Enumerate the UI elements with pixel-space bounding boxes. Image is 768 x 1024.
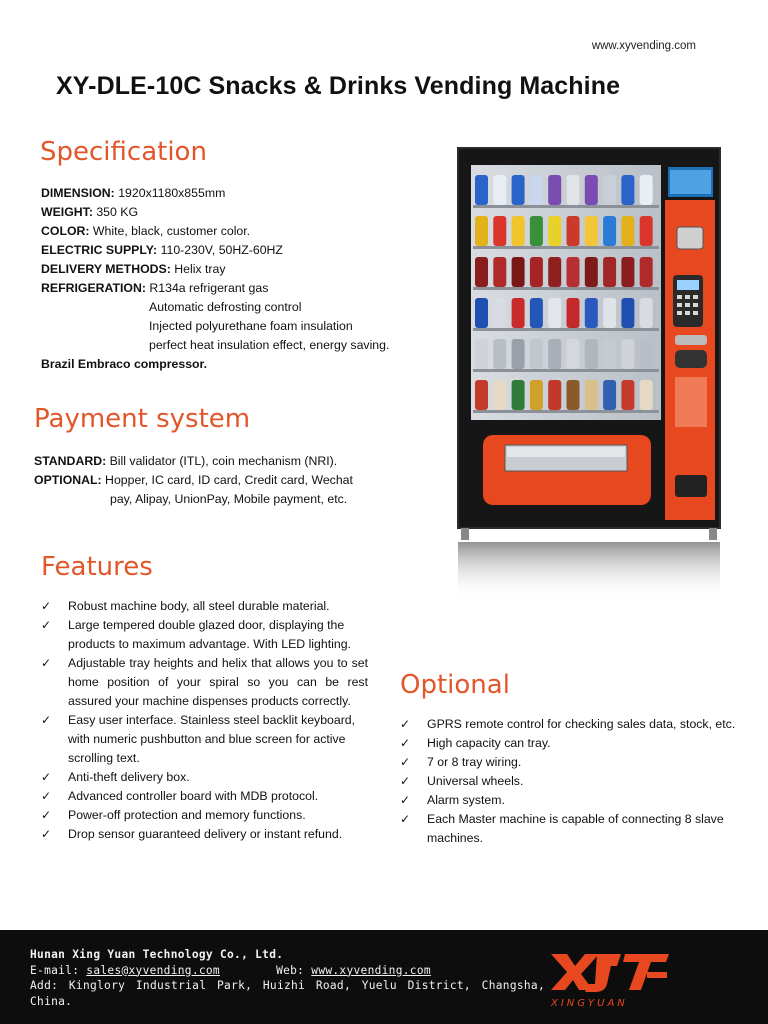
product-item — [603, 216, 616, 246]
spec-refrigeration-line: Automatic defrosting control — [149, 300, 302, 314]
list-item: ✓ Easy user interface. Stainless steel backlit keyboard, with numeric pushbutton and blue screen for active scrolling text. — [41, 713, 356, 765]
optional-list — [400, 715, 740, 848]
checkmark-icon: ✓ — [41, 808, 52, 822]
payment-heading: Payment system — [34, 404, 251, 434]
spec-electric: ELECTRIC SUPPLY: 110-230V, 50HZ-60HZ — [41, 243, 283, 257]
vending-machine-image — [455, 145, 723, 600]
product-item — [530, 380, 543, 410]
footer-contact — [30, 947, 545, 1009]
product-item — [621, 257, 634, 287]
product-item — [530, 339, 543, 369]
shelf — [473, 246, 659, 249]
product-item — [567, 175, 580, 205]
product-item — [475, 380, 488, 410]
checkmark-icon: ✓ — [41, 770, 52, 784]
shelf — [473, 328, 659, 331]
spec-compressor: Brazil Embraco compressor. — [41, 357, 208, 371]
product-item — [621, 175, 634, 205]
product-item — [548, 216, 561, 246]
checkmark-icon: ✓ — [41, 827, 52, 841]
website-link[interactable]: www.xyvending.com — [591, 40, 696, 52]
optional-heading: Optional — [400, 670, 510, 700]
page-title: XY-DLE-10C Snacks & Drinks Vending Machine — [56, 72, 621, 100]
product-item — [621, 216, 634, 246]
checkmark-icon: ✓ — [400, 755, 411, 769]
checkmark-icon: ✓ — [41, 789, 52, 803]
web-link[interactable]: www.xyvending.com — [311, 963, 431, 977]
product-item — [512, 257, 525, 287]
spec-refrigeration-line: perfect heat insulation effect, energy saving. — [149, 338, 390, 352]
product-item — [475, 339, 488, 369]
product-item — [530, 257, 543, 287]
product-item — [603, 175, 616, 205]
product-item — [530, 216, 543, 246]
product-item — [548, 339, 561, 369]
product-item — [475, 257, 488, 287]
checkmark-icon: ✓ — [400, 736, 411, 750]
list-item: ✓ Large tempered double glazed door, displaying the products to maximum advantage. With LED lighting. — [41, 618, 351, 651]
email-link[interactable]: sales@xyvending.com — [86, 963, 220, 977]
product-item — [640, 298, 653, 328]
checkmark-icon: ✓ — [41, 599, 52, 613]
product-item — [585, 339, 598, 369]
payment-optional: OPTIONAL: Hopper, IC card, ID card, Credit card, Wechat — [34, 473, 353, 487]
product-item — [548, 175, 561, 205]
product-item — [603, 380, 616, 410]
checkmark-icon: ✓ — [400, 717, 411, 731]
spec-refrigeration-line: Injected polyurethane foam insulation — [149, 319, 353, 333]
list-item: ✓ Anti-theft delivery box. — [41, 768, 368, 787]
payment-standard: STANDARD: Bill validator (ITL), coin mechanism (NRI). — [34, 454, 338, 468]
product-item — [640, 257, 653, 287]
product-item — [548, 380, 561, 410]
product-item — [475, 216, 488, 246]
product-item — [640, 339, 653, 369]
product-item — [512, 216, 525, 246]
checkmark-icon: ✓ — [41, 713, 52, 727]
product-item — [567, 339, 580, 369]
spec-weight: WEIGHT: 350 KG — [41, 205, 139, 219]
specification-heading: Specification — [40, 137, 207, 167]
product-item — [530, 175, 543, 205]
product-item — [621, 298, 634, 328]
list-item: ✓ Adjustable tray heights and helix that allows you to set home position of your spiral so you can be rest assured your machine dispenses products correctly. — [41, 656, 368, 708]
list-item: ✓ High capacity can tray. — [400, 734, 740, 753]
list-item: ✓ Each Master machine is capable of connecting 8 slave machines. — [400, 812, 724, 845]
product-item — [493, 380, 506, 410]
product-item — [512, 339, 525, 369]
product-item — [640, 216, 653, 246]
product-item — [621, 380, 634, 410]
list-item: ✓ 7 or 8 tray wiring. — [400, 753, 740, 772]
shelf — [473, 410, 659, 413]
product-item — [585, 257, 598, 287]
company-name: Hunan Xing Yuan Technology Co., Ltd. — [30, 948, 284, 961]
checkmark-icon: ✓ — [41, 656, 52, 670]
address: Add: Kinglory Industrial Park, Huizhi Road, Yuelu District, Changsha, China. — [30, 979, 545, 1008]
product-item — [585, 175, 598, 205]
list-item: ✓ Alarm system. — [400, 791, 740, 810]
product-item — [567, 380, 580, 410]
product-item — [512, 298, 525, 328]
product-item — [567, 298, 580, 328]
product-item — [493, 257, 506, 287]
spec-refrigeration: REFRIGERATION: R134a refrigerant gas — [41, 281, 269, 295]
product-item — [603, 298, 616, 328]
product-item — [493, 216, 506, 246]
product-item — [603, 339, 616, 369]
shelf — [473, 205, 659, 208]
product-item — [585, 216, 598, 246]
list-item: ✓ Power-off protection and memory functions. — [41, 806, 368, 825]
shelf — [473, 369, 659, 372]
product-item — [621, 339, 634, 369]
specification-list — [41, 184, 421, 374]
product-item — [640, 175, 653, 205]
checkmark-icon: ✓ — [400, 812, 411, 826]
product-item — [512, 175, 525, 205]
list-item: ✓ Drop sensor guaranteed delivery or instant refund. — [41, 825, 368, 844]
product-item — [585, 298, 598, 328]
product-item — [475, 298, 488, 328]
checkmark-icon: ✓ — [400, 793, 411, 807]
spec-color: COLOR: White, black, customer color. — [41, 224, 251, 238]
product-item — [548, 298, 561, 328]
payment-list — [34, 452, 394, 509]
product-item — [493, 298, 506, 328]
product-item — [640, 380, 653, 410]
list-item: ✓ Robust machine body, all steel durable material. — [41, 597, 368, 616]
xingyuan-logo — [545, 950, 675, 1010]
list-item: ✓ GPRS remote control for checking sales data, stock, etc. — [400, 715, 740, 734]
product-item — [493, 339, 506, 369]
product-item — [475, 175, 488, 205]
checkmark-icon: ✓ — [41, 618, 52, 632]
footer — [0, 930, 768, 1024]
spec-delivery: DELIVERY METHODS: Helix tray — [41, 262, 226, 276]
product-item — [530, 298, 543, 328]
spec-dimension: DIMENSION: 1920x1180x855mm — [41, 186, 226, 200]
features-list — [41, 597, 368, 844]
product-item — [567, 257, 580, 287]
features-heading: Features — [41, 552, 153, 582]
product-item — [567, 216, 580, 246]
payment-optional-cont: pay, Alipay, UnionPay, Mobile payment, etc. — [110, 492, 348, 506]
product-item — [585, 380, 598, 410]
list-item: ✓ Universal wheels. — [400, 772, 740, 791]
product-item — [548, 257, 561, 287]
checkmark-icon: ✓ — [400, 774, 411, 788]
logo-text: XINGYUAN — [551, 998, 628, 1009]
shelf — [473, 287, 659, 290]
list-item: ✓ Advanced controller board with MDB protocol. — [41, 787, 368, 806]
contact-line: E-mail: sales@xyvending.com Web: www.xyvending.com — [30, 963, 431, 977]
product-item — [493, 175, 506, 205]
product-item — [512, 380, 525, 410]
product-item — [603, 257, 616, 287]
